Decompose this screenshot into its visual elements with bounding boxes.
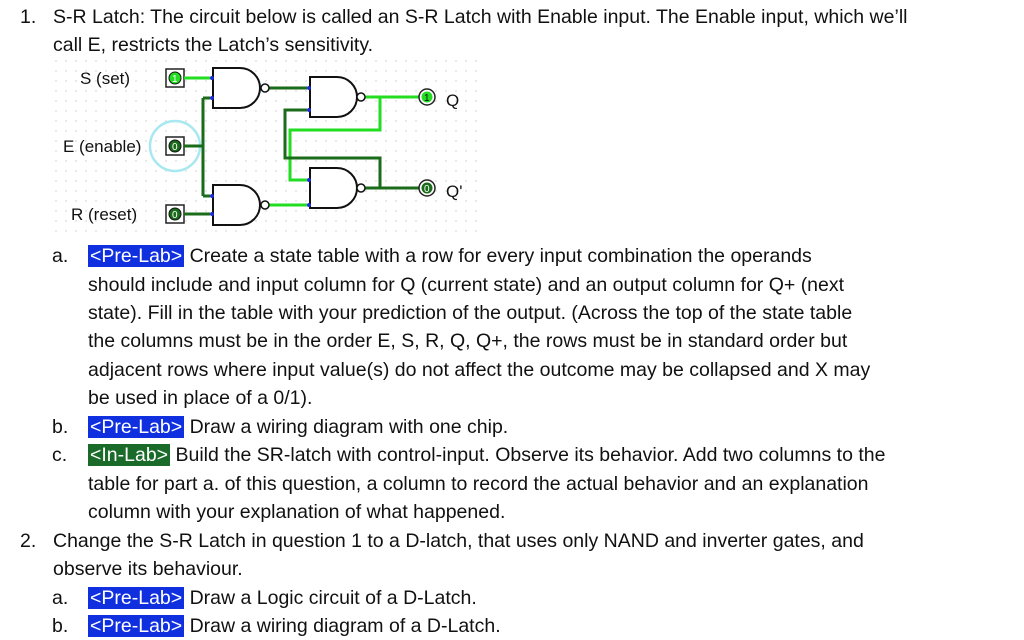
pre-lab-tag: <Pre-Lab> (90, 615, 183, 637)
q1c-line2: table for part a. of this question, a column to record the actual behavior and an explanation (88, 473, 869, 495)
r-input-label: R (reset) (71, 205, 138, 224)
e-input-label: E (enable) (63, 137, 142, 156)
q1a-line1 (88, 244, 812, 268)
in-lab-tag: <In-Lab> (90, 444, 169, 466)
q1b-line (88, 415, 508, 439)
q1a-line4: the columns must be in the order E, S, R, Q, Q+, the rows must be in standard order but (88, 330, 848, 352)
q1c-line3: column with your explanation of what happened. (88, 501, 506, 523)
s-input-pin[interactable] (166, 69, 184, 87)
q1-text-line2: call E, restricts the Latch’s sensitivity. (53, 34, 374, 56)
qprime-output-led (419, 180, 435, 196)
r-input-value: 0 (172, 210, 178, 221)
q-output-label: Q (446, 91, 460, 110)
qprime-output-value: 0 (424, 184, 430, 195)
q-output-led (419, 89, 435, 105)
e-input-pin[interactable] (166, 137, 184, 155)
q2a-text: Draw a Logic circuit of a D-Latch. (184, 587, 477, 609)
pre-lab-tag: <Pre-Lab> (90, 587, 183, 609)
q1c-line1-text: Build the SR-latch with control-input. Observe its behavior. Add two columns to the (170, 444, 886, 466)
q1a-line2: should include and input column for Q (current state) and an output column for Q+ (next (88, 274, 845, 296)
q1a-line6: be used in place of a 0/1). (88, 387, 313, 409)
q2b-text: Draw a wiring diagram of a D-Latch. (184, 615, 501, 637)
q2b-letter: b. (52, 615, 69, 637)
pre-lab-tag: <Pre-Lab> (90, 416, 183, 438)
sr-latch-circuit (55, 60, 485, 240)
q1c-letter: c. (52, 444, 68, 466)
q2-line1: Change the S-R Latch in question 1 to a D-latch, that uses only NAND and inverter gates, and (53, 530, 864, 552)
s-input-label: S (set) (80, 69, 131, 88)
e-input-value: 0 (172, 142, 178, 153)
q1-number: 1. (20, 6, 37, 28)
q1a-letter: a. (52, 245, 69, 267)
q1b-text: Draw a wiring diagram with one chip. (184, 416, 509, 438)
q2a-letter: a. (52, 587, 69, 609)
pre-lab-tag: <Pre-Lab> (90, 245, 183, 267)
q1a-line5: adjacent rows where input value(s) do not affect the outcome may be collapsed and X may (88, 359, 871, 381)
q-output-value: 1 (424, 93, 430, 104)
q1a-line3: state). Fill in the table with your prediction of the output. (Across the top of the state table (88, 302, 853, 324)
q2-line2: observe its behaviour. (53, 558, 243, 580)
q1-text-line1: S-R Latch: The circuit below is called an S-R Latch with Enable input. The Enable input, which we’ll (53, 6, 908, 28)
r-input-pin[interactable] (166, 205, 184, 223)
q2a-line (88, 586, 477, 610)
q2b-line (88, 614, 501, 638)
s-input-value: 1 (172, 74, 178, 85)
q1b-letter: b. (52, 416, 69, 438)
q1c-line1 (88, 443, 885, 467)
qprime-output-label: Q' (446, 182, 463, 201)
q2-number: 2. (20, 530, 37, 552)
q1a-line1-text: Create a state table with a row for every input combination the operands (184, 245, 812, 267)
